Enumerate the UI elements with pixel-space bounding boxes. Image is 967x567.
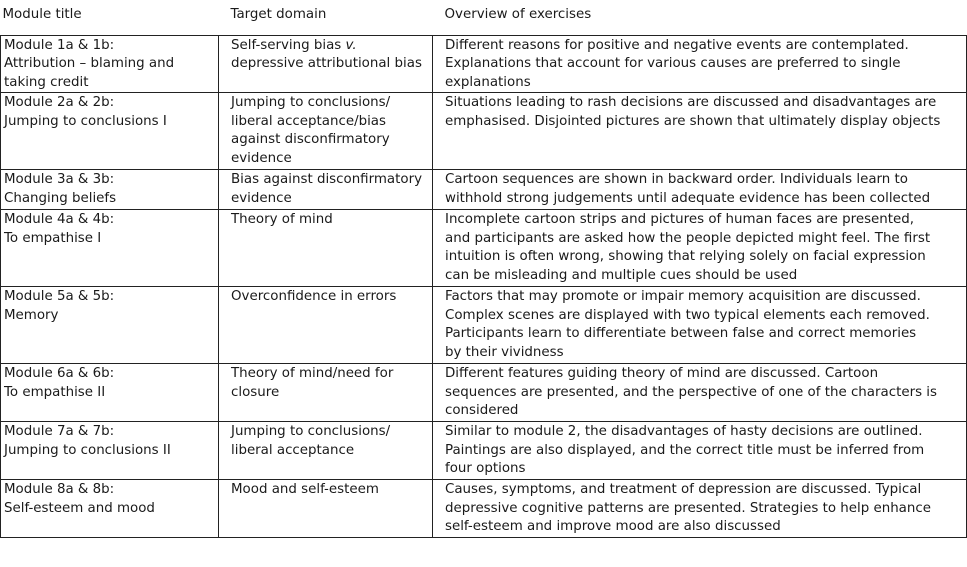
header-module-title: Module title [1, 0, 219, 35]
cell-overview [433, 480, 967, 538]
cell-line: four options [445, 461, 526, 476]
cell-line: evidence [231, 190, 292, 206]
cell-line: Causes, symptoms, and treatment of depression are discussed. Typical [445, 482, 922, 497]
cell-module-title [1, 210, 219, 287]
cell-line: considered [445, 403, 519, 418]
cell-line: liberal acceptance/bias [231, 113, 386, 129]
table-header-row [1, 0, 967, 35]
cell-target-domain [219, 422, 433, 480]
cell-line: Different features guiding theory of mind are discussed. Cartoon [445, 366, 879, 381]
table-row [1, 35, 967, 93]
cell-target-domain [219, 480, 433, 538]
cell-line: Theory of mind/need for [231, 366, 394, 381]
cell-line: Factors that may promote or impair memory acquisition are discussed. [445, 289, 921, 304]
cell-target-domain [219, 93, 433, 170]
cell-line: Changing beliefs [4, 190, 117, 206]
table-row [1, 364, 967, 422]
cell-module-title [1, 422, 219, 480]
cell-line: closure [231, 384, 280, 400]
cell-line: Module 1a & 1b: [4, 37, 115, 53]
cell-overview [433, 287, 967, 364]
cell-line: Module 6a & 6b: [4, 366, 115, 381]
cell-line: evidence [231, 150, 292, 166]
cell-line [231, 37, 428, 56]
header-target-domain: Target domain [219, 0, 433, 35]
cell-line: Paintings are also displayed, and the correct title must be inferred from [445, 442, 925, 458]
cell-line: Module 3a & 3b: [4, 172, 115, 187]
cell-target-domain [219, 210, 433, 287]
cell-line: can be misleading and multiple cues should be used [445, 267, 798, 283]
table-row [1, 480, 967, 538]
cell-line: Bias against disconfirmatory [231, 172, 423, 187]
cell-target-domain [219, 35, 433, 93]
cell-line: depressive attributional bias [231, 56, 422, 71]
cell-line: self-esteem and improve mood are also discussed [445, 519, 781, 534]
header-overview: Overview of exercises [433, 0, 967, 35]
domain-text: Self-serving bias [231, 37, 346, 53]
cell-line: Module 8a & 8b: [4, 482, 115, 497]
cell-line: Jumping to conclusions/ [231, 424, 391, 439]
cell-line: emphasised. Disjointed pictures are shown that ultimately display objects [445, 113, 941, 129]
cell-line: taking credit [4, 74, 89, 90]
cell-overview [433, 422, 967, 480]
cell-overview [433, 364, 967, 422]
cell-line: Participants learn to differentiate between false and correct memories [445, 326, 917, 341]
cell-line: explanations [445, 74, 531, 90]
table-row [1, 93, 967, 170]
cell-line: Module 5a & 5b: [4, 289, 115, 304]
cell-line: Different reasons for positive and negative events are contemplated. [445, 37, 909, 53]
cell-target-domain [219, 287, 433, 364]
cell-line: Memory [4, 307, 59, 323]
cell-line: Mood and self-esteem [231, 482, 379, 497]
cell-overview [433, 93, 967, 170]
cell-overview [433, 210, 967, 287]
cell-module-title [1, 93, 219, 170]
cell-target-domain [219, 170, 433, 210]
cell-line: Attribution – blaming and [4, 56, 175, 71]
cell-line: Jumping to conclusions I [4, 113, 167, 129]
cell-line: To empathise I [4, 230, 102, 246]
domain-italic: v. [345, 37, 357, 53]
cell-line: Situations leading to rash decisions are discussed and disadvantages are [445, 95, 937, 110]
table-row [1, 170, 967, 210]
cell-line: Module 7a & 7b: [4, 424, 115, 439]
cell-module-title [1, 35, 219, 93]
cell-overview [433, 35, 967, 93]
table-row [1, 422, 967, 480]
cell-module-title [1, 364, 219, 422]
cell-module-title [1, 170, 219, 210]
cell-line: To empathise II [4, 384, 106, 400]
cell-line: liberal acceptance [231, 442, 355, 458]
cell-line: Cartoon sequences are shown in backward order. Individuals learn to [445, 172, 908, 187]
cell-line: Jumping to conclusions II [4, 442, 171, 458]
cell-line: Explanations that account for various causes are preferred to single [445, 56, 901, 71]
cell-line: Self-esteem and mood [4, 500, 155, 516]
cell-module-title [1, 480, 219, 538]
cell-line: Module 4a & 4b: [4, 212, 115, 227]
cell-line: withhold strong judgements until adequate evidence has been collected [445, 190, 931, 206]
cell-line: against disconfirmatory [231, 132, 390, 147]
table-row [1, 210, 967, 287]
cell-line: by their vividness [445, 344, 564, 360]
table-row [1, 287, 967, 364]
cell-module-title [1, 287, 219, 364]
cell-line: intuition is often wrong, showing that relying solely on facial expression [445, 249, 926, 264]
cell-line: Complex scenes are displayed with two typical elements each removed. [445, 307, 930, 323]
cell-line: Jumping to conclusions/ [231, 95, 391, 110]
cell-line: Overconfidence in errors [231, 289, 397, 304]
cell-line: Similar to module 2, the disadvantages of hasty decisions are outlined. [445, 424, 923, 439]
cell-line: Theory of mind [231, 212, 333, 227]
cell-line: Module 2a & 2b: [4, 95, 115, 110]
cell-line: depressive cognitive patterns are presented. Strategies to help enhance [445, 500, 931, 516]
cell-line: Incomplete cartoon strips and pictures of human faces are presented, [445, 212, 915, 227]
cell-overview [433, 170, 967, 210]
cell-line: sequences are presented, and the perspective of one of the characters is [445, 384, 938, 400]
cell-line: and participants are asked how the people depicted might feel. The first [445, 230, 931, 246]
cell-target-domain [219, 364, 433, 422]
